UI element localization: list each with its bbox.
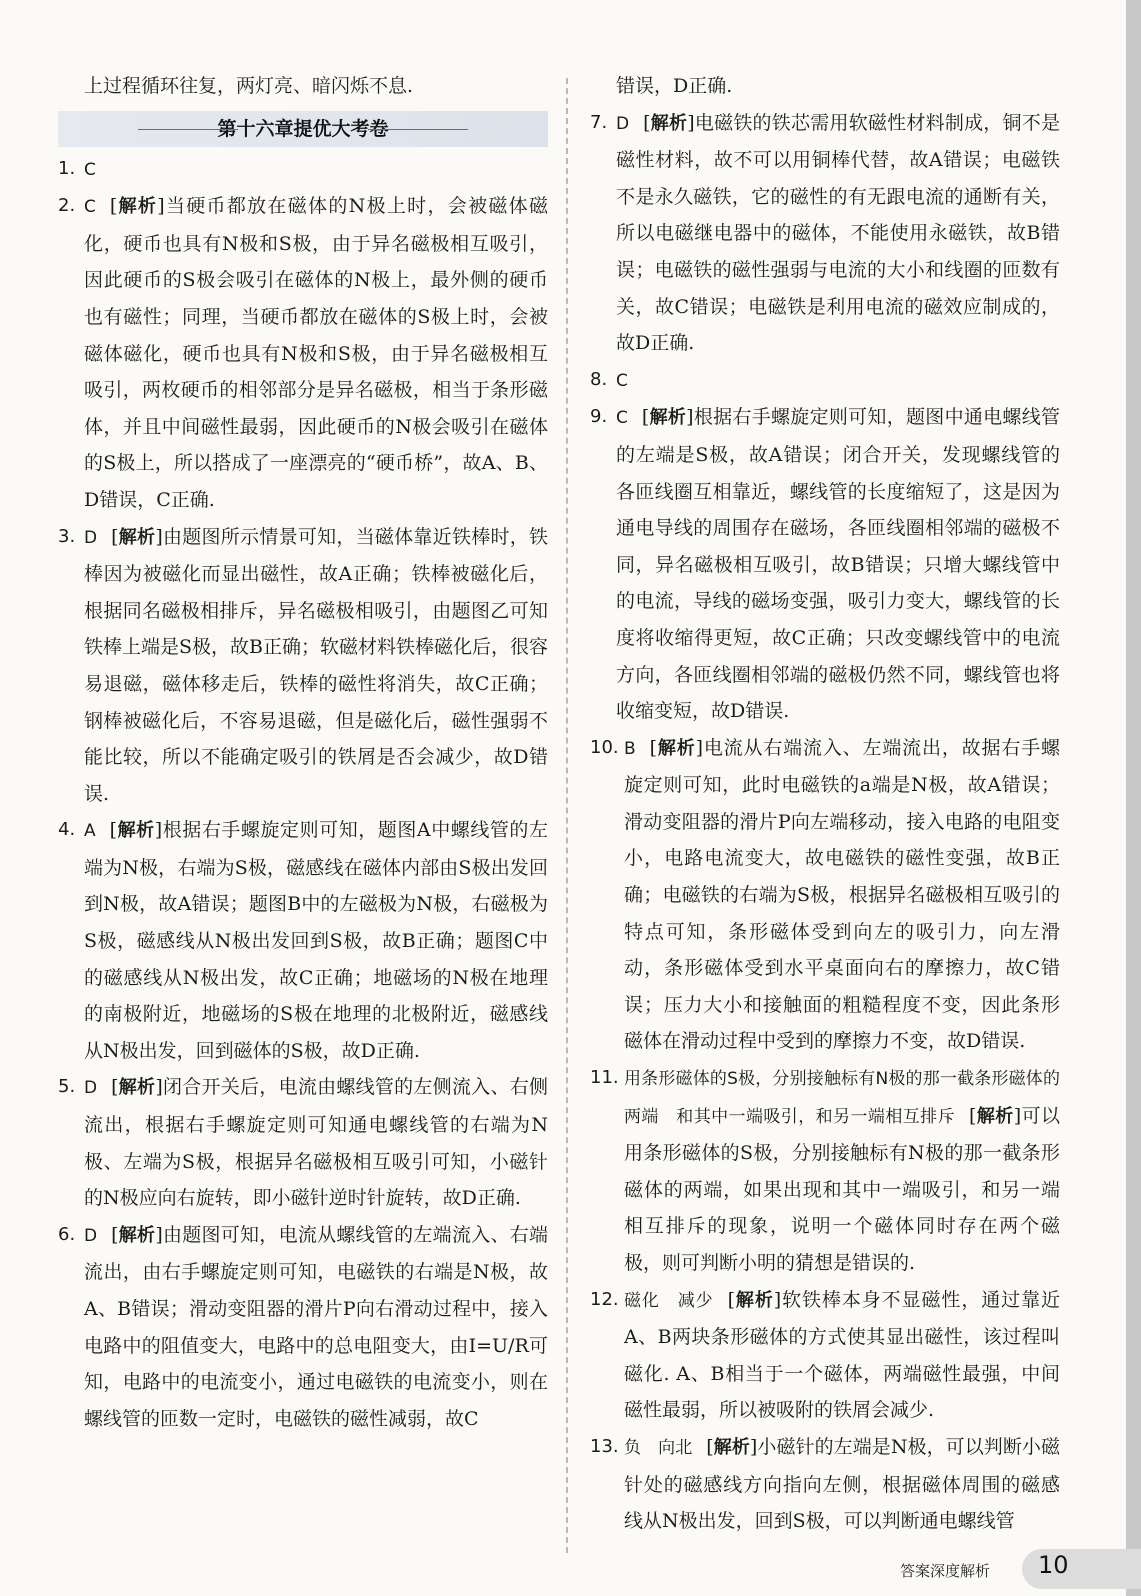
left-column — [58, 68, 548, 1437]
question-number: 6. — [58, 1223, 76, 1245]
right-answer-list — [590, 105, 1060, 1540]
analysis-text: 可以用条形磁体的S极，分别接触标有N极的那一截条形磁体的两端，如果出现和其中一端吸引，和另一端相互排斥的现象，说明一个磁体同时存在两个磁极，则可判断小明的猜想是错误的. — [624, 1104, 1061, 1274]
bracket-close: ] — [155, 1076, 163, 1099]
analysis-tag: 解析 — [976, 1105, 1014, 1127]
bracket-open: [ — [111, 1076, 119, 1099]
answer-choice: 磁化 减少 — [624, 1290, 714, 1311]
question-number: 9. — [590, 406, 608, 428]
analysis-tag: 解析 — [735, 1289, 774, 1311]
bracket-open: [ — [109, 195, 118, 218]
analysis-tag: 解析 — [117, 196, 158, 218]
continued-text: 错误，D正确. — [616, 75, 733, 97]
question-number: 7. — [590, 111, 608, 133]
analysis-text: 软铁棒本身不显磁性，通过靠近A、B两块条形磁体的方式使其显出磁性，该过程叫磁化. A、B相当于一个磁体，两端磁性最强，中间磁性最弱，所以被吸附的铁屑会减少. — [624, 1288, 1060, 1422]
question-number: 4. — [58, 819, 76, 841]
answer-choice: D — [84, 527, 98, 548]
column-divider — [566, 78, 568, 1553]
bracket-open: [ — [111, 1223, 119, 1246]
analysis-text: 由题图可知，电流从螺线管的左端流入、右端流出，由右手螺旋定则可知，电磁铁的右端是N极，故A、B错误；滑动变阻器的滑片P向右滑动过程中，接入电路中的阻值变大，电路中的总电阻变大，由I=U/R可知，电路中的电流变小，通过电磁铁的电流变小，则在螺线管的匝数一定时，电磁铁的磁性减弱，故C — [84, 1223, 548, 1430]
right-column — [590, 68, 1060, 1540]
answer-item — [590, 399, 1060, 729]
continued-text: 上过程循环往复，两灯亮、暗闪烁不息. — [84, 75, 414, 97]
analysis-tag: 解析 — [118, 1224, 156, 1246]
analysis-text: 根据右手螺旋定则可知，题图中通电螺线管的左端是S极，故A错误；闭合开关，发现螺线管的各匝线圈互相靠近，螺线管的长度缩短了，这是因为通电导线的周围存在磁场，各匝线圈相邻端的磁极不同，异名磁极相互吸引，故B错误；只增大螺线管中的电流，导线的磁场变强，吸引力变大，螺线管的长度将收缩得更短，故C正确；只改变螺线管中的电流方向，各匝线圈相邻端的磁极仍然不同，螺线管也将收缩变短，故D错误. — [616, 406, 1060, 723]
title-rule-right — [368, 129, 468, 130]
question-number: 3. — [58, 525, 76, 547]
analysis-text: 由题图所示情景可知，当磁体靠近铁棒时，铁棒因为被磁化而显出磁性，故A正确；铁棒被磁化后，根据同名磁极相排斥，异名磁极相吸引，由题图乙可知铁棒上端是S极，故B正确；软磁材料铁棒磁化后，很容易退磁，磁体移走后，铁棒的磁性将消失，故C正确；钢棒被磁化后，不容易退磁，但是磁化后，磁性强弱不能比较，所以不能确定吸引的铁屑是否会减少，故D错误. — [84, 525, 548, 805]
left-answer-list — [58, 151, 548, 1438]
question-number: 5. — [58, 1076, 76, 1098]
bracket-open: [ — [727, 1288, 735, 1311]
answer-item — [590, 1060, 1060, 1282]
answer-choice: C — [84, 159, 96, 180]
page-edge-shadow — [1126, 0, 1141, 1596]
section-title-text: 第十六章提优大考卷 — [217, 117, 389, 140]
answer-item — [58, 1217, 548, 1438]
bracket-close: ] — [155, 525, 163, 548]
bracket-open: [ — [969, 1104, 977, 1127]
page-number: 10 — [1038, 1551, 1069, 1579]
analysis-text: 电流从右端流入、左端流出，故据右手螺旋定则可知，此时电磁铁的a端是N极，故A错误；滑动变阻器的滑片P向左端移动，接入电路的电阻变小，电路电流变大，故电磁铁的磁性变强，故B正确；电磁铁的右端为S极，根据异名磁极相互吸引的特点可知，条形磁体受到向左的吸引力，向左滑动，条形磁体受到水平桌面向右的摩擦力，故C错误；压力大小和接触面的粗糙程度不变，因此条形磁体在滑动过程中受到的摩擦力不变，故D错误. — [624, 736, 1060, 1053]
answer-choice: D — [84, 1078, 98, 1099]
bracket-close: ] — [695, 736, 704, 759]
bracket-close: ] — [773, 1288, 782, 1311]
answer-choice: C — [616, 370, 628, 391]
section-title — [58, 111, 548, 147]
question-number: 2. — [58, 195, 76, 217]
bracket-close: ] — [687, 111, 695, 134]
answer-choice: B — [624, 738, 636, 759]
question-number: 8. — [590, 368, 608, 390]
analysis-tag: 解析 — [649, 407, 687, 429]
analysis-text: 电磁铁的铁芯需用软磁性材料制成，铜不是磁性材料，故不可以用铜棒代替，故A错误；电磁铁不是永久磁铁，它的磁性的有无跟电流的通断有关，所以电磁继电器中的磁体，不能使用永磁铁，故B错误；电磁铁的磁性强弱与电流的大小和线圈的匝数有关，故C错误；电磁铁是利用电流的磁效应制成的，故D正确. — [616, 111, 1061, 355]
bracket-close: ] — [155, 1223, 163, 1246]
analysis-text: 小磁针的左端是N极，可以判断小磁针处的磁感线方向指向左侧，根据磁体周围的磁感线从N极出发，回到S极，可以判断通电螺线管 — [624, 1435, 1060, 1533]
bracket-open: [ — [641, 406, 650, 429]
answer-choice: D — [84, 1225, 98, 1246]
bracket-open: [ — [111, 525, 119, 548]
answer-choice: A — [84, 821, 96, 842]
answer-item — [590, 105, 1060, 362]
answer-choice: C — [616, 408, 628, 429]
answer-item — [58, 151, 548, 189]
answer-item — [590, 1282, 1060, 1429]
question-number: 1. — [58, 157, 76, 179]
bracket-close: ] — [157, 195, 165, 218]
analysis-text: 根据右手螺旋定则可知，题图A中螺线管的左端为N极，右端为S极，磁感线在磁体内部由S极出发回到N极，故A错误；题图B中的左磁极为N极，右磁极为S极，磁感线从N极出发回到S极，故B正确；题图C中的磁感线从N极出发，故C正确；地磁场的N极在地理的南极附近，地磁场的S极在地理的北极附近，磁感线从N极出发，回到磁体的S极，故D正确. — [84, 819, 548, 1062]
answer-item — [58, 1069, 548, 1216]
answer-item — [590, 1429, 1060, 1540]
bracket-close: ] — [749, 1435, 758, 1458]
question-number: 13. — [590, 1435, 619, 1457]
answer-choice: D — [616, 113, 630, 134]
analysis-tag: 解析 — [657, 737, 696, 759]
bracket-open: [ — [643, 111, 651, 134]
question-number: 11. — [590, 1067, 619, 1089]
footer-label: 答案深度解析 — [900, 1562, 991, 1580]
analysis-text: 当硬币都放在磁体的N极上时，会被磁体磁化，硬币也具有N极和S极，由于异名磁极相互吸引，因此硬币的S极会吸引在磁体的N极上，最外侧的硬币也有磁性；同理，当硬币都放在磁体的S极上时，会被磁体磁化，硬币也具有N极和S极，由于异名磁极相互吸引，两枚硬币的相邻部分是异名磁极，相当于条形磁体，并且中间磁性最弱，因此硬币的N极会吸引在磁体的S极上，所以搭成了一座漂亮的“硬币桥”，故A、B、D错误，C正确. — [84, 195, 548, 511]
question-number: 12. — [590, 1288, 619, 1310]
analysis-tag: 解析 — [118, 1077, 156, 1099]
bracket-open: [ — [109, 819, 118, 842]
bracket-open: [ — [649, 736, 658, 759]
title-rule-left — [138, 129, 238, 130]
bracket-open: [ — [706, 1435, 714, 1458]
analysis-text: 闭合开关后，电流由螺线管的左侧流入、右侧流出，根据右手螺旋定则可知通电螺线管的右端为N极、左端为S极，根据异名磁极相互吸引可知，小磁针的N极应向右旋转，即小磁针逆时针旋转，故D正确. — [84, 1076, 548, 1210]
analysis-tag: 解析 — [713, 1436, 750, 1458]
question-number: 10. — [590, 736, 619, 758]
answer-choice: 用条形磁体的S极，分别接触标有N极的那一截条形磁体的两端 和其中一端吸引，和另一端相互排斥 — [624, 1069, 1060, 1127]
answer-item — [58, 188, 548, 518]
bracket-close: ] — [154, 819, 163, 842]
bracket-close: ] — [1013, 1104, 1022, 1127]
analysis-tag: 解析 — [117, 820, 155, 842]
answer-item — [58, 812, 548, 1069]
bracket-close: ] — [686, 406, 694, 429]
answer-item — [590, 362, 1060, 400]
answer-choice: C — [84, 197, 96, 218]
analysis-tag: 解析 — [650, 112, 688, 134]
answer-item — [58, 519, 548, 813]
answer-item — [590, 730, 1060, 1060]
answer-choice: 负 向北 — [624, 1437, 693, 1458]
analysis-tag: 解析 — [118, 526, 156, 548]
